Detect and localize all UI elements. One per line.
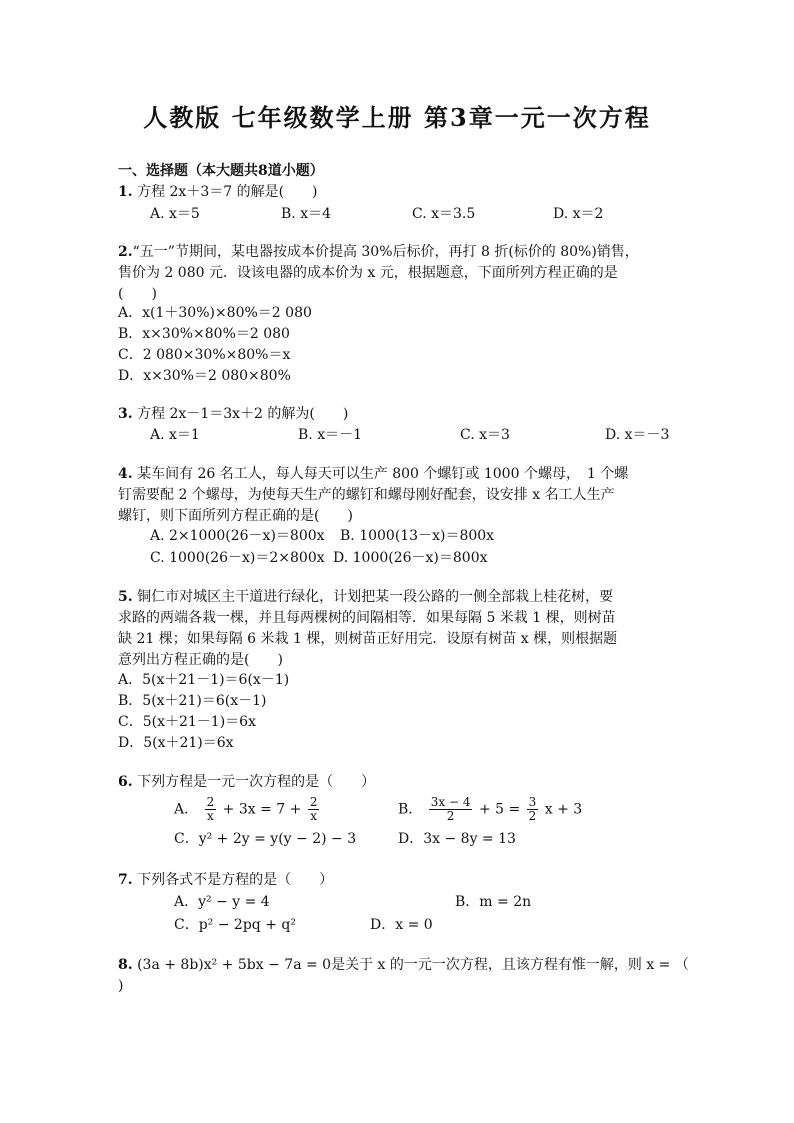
question-1 [118, 183, 318, 201]
question-text-line-3: 螺钉，则下面所列方程正确的是( ) [118, 508, 353, 524]
option-c: C．y² + 2y = y(y − 2) − 3 [174, 831, 357, 847]
option-a: A．5(x＋21－1)＝6(x－1) [118, 672, 290, 688]
option-a: A. 2×1000(26－x)＝800x [150, 528, 325, 544]
fraction [429, 796, 473, 823]
option-a-label: A． [174, 801, 199, 818]
question-text-line-3: 缺 21 棵；如果每隔 6 米栽 1 棵，则树苗正好用完．设原有树苗 x 棵，则根据题 [118, 631, 618, 647]
fraction-denominator: 2 [528, 809, 537, 823]
question-7 [118, 871, 333, 889]
option-b: B. x＝4 [281, 206, 331, 222]
fraction [527, 796, 539, 823]
option-b: B．5(x＋21)＝6(x－1) [118, 693, 267, 709]
section-header: 一、选择题（本大题共8道小题） [118, 163, 324, 179]
question-number: 1. [118, 184, 133, 200]
option-b: B．m = 2n [455, 894, 532, 910]
expression-text: x + 3 [544, 801, 583, 818]
option-b: B. x＝－1 [298, 427, 362, 443]
question-2 [118, 243, 639, 261]
question-text: 下列方程是一元一次方程的是（ ） [137, 774, 376, 790]
fraction-denominator: x [207, 809, 214, 823]
option-c: C. 1000(26－x)＝2×800x [150, 550, 325, 566]
option-b [398, 796, 582, 823]
question-text: 方程 2x＋3＝7 的解是( ) [137, 184, 318, 200]
fraction [205, 796, 217, 823]
question-number: 7. [118, 872, 133, 888]
fraction [308, 796, 320, 823]
option-b: B. 1000(13－x)＝800x [340, 528, 495, 544]
fraction-numerator: 2 [206, 795, 215, 809]
question-text-line-1: 铜仁市对城区主干道进行绿化，计划把某一段公路的一侧全部栽上桂花树，要 [137, 589, 614, 605]
question-number: 8. [118, 957, 133, 973]
question-text-line-1: “五一”节期间，某电器按成本价提高 30%后标价，再打 8 折(标价的 80%)销售， [132, 244, 639, 260]
fraction-numerator: 2 [309, 795, 318, 809]
fraction-numerator: 3x − 4 [430, 795, 471, 809]
option-c: C．5(x＋21－1)＝6x [118, 714, 256, 730]
question-text-line-2: ) [118, 978, 124, 994]
option-c: C．2 080×30%×80%＝x [118, 347, 291, 363]
option-d: D．3x − 8y = 13 [398, 831, 516, 847]
question-text-line-3: ( ) [118, 286, 157, 302]
question-4 [118, 465, 628, 483]
fraction-denominator: 2 [446, 809, 455, 823]
option-b-label: B． [398, 801, 423, 818]
question-text-line-2: 钉需要配 2 个螺母，为使每天生产的螺钉和螺母刚好配套，设安排 x 名工人生产 [118, 487, 615, 503]
question-3 [118, 405, 348, 423]
expression-text: + 5 = [478, 801, 521, 818]
question-text-line-1: (3a + 8b)x² + 5bx − 7a = 0是关于 x 的一元一次方程，且该方程有惟一解，则 x = （ [137, 957, 689, 973]
question-8 [118, 956, 689, 974]
option-d: D．5(x＋21)＝6x [118, 735, 234, 751]
option-a: A．y² − y = 4 [174, 894, 270, 910]
question-number: 4. [118, 466, 133, 482]
question-number: 6. [118, 774, 133, 790]
question-text-line-2: 求路的两端各栽一棵，并且每两棵树的间隔相等．如果每隔 5 米栽 1 棵，则树苗 [118, 610, 616, 626]
fraction-denominator: x [310, 809, 318, 823]
question-5 [118, 588, 613, 606]
question-text-line-4: 意列出方程正确的是( ) [118, 652, 283, 668]
option-d: D. 1000(26－x)＝800x [333, 550, 488, 566]
option-d: D. x＝2 [553, 206, 604, 222]
option-b: B．x×30%×80%＝2 080 [118, 326, 290, 342]
option-c: C．p² − 2pq + q² [174, 917, 296, 933]
question-6 [118, 773, 375, 791]
option-d: D．x×30%＝2 080×80% [118, 368, 291, 384]
question-number: 5. [118, 589, 133, 605]
option-c: C. x＝3 [460, 427, 510, 443]
document-title: 人教版 七年级数学上册 第3章一元一次方程 [143, 103, 651, 132]
question-number: 2. [118, 244, 133, 260]
option-d: D. x＝－3 [605, 427, 670, 443]
question-text-line-2: 售价为 2 080 元．设该电器的成本价为 x 元，根据题意，下面所列方程正确的是 [118, 265, 618, 281]
expression-text: + 3x = 7 + [222, 801, 302, 818]
option-d: D．x = 0 [370, 917, 433, 933]
question-text-line-1: 某车间有 26 名工人，每人每天可以生产 800 个螺钉或 1000 个螺母， 1 个螺 [137, 466, 629, 482]
option-a: A. x＝5 [150, 206, 200, 222]
option-a: A. x＝1 [150, 427, 200, 443]
option-a: A．x(1＋30%)×80%＝2 080 [118, 305, 312, 321]
option-c: C. x＝3.5 [412, 206, 476, 222]
question-text: 方程 2x－1＝3x＋2 的解为( ) [137, 406, 349, 422]
option-a [174, 796, 321, 823]
question-text: 下列各式不是方程的是（ ） [137, 872, 334, 888]
question-number: 3. [118, 406, 133, 422]
fraction-numerator: 3 [528, 795, 537, 809]
